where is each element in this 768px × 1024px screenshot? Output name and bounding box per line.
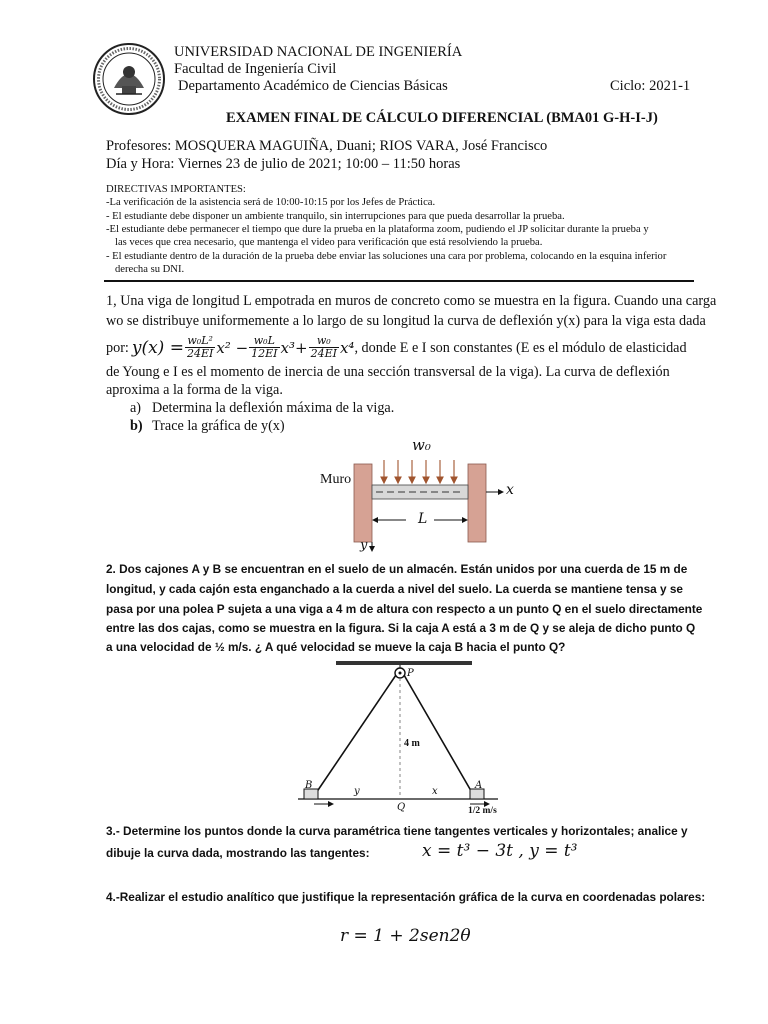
q-point-label: Q — [397, 802, 406, 813]
cycle-label: Ciclo: 2021-1 — [610, 78, 691, 94]
length-label: L — [418, 511, 428, 527]
problem2-line: 2. Dos cajones A y B se encuentran en el suelo de un almacén. Están unidos por una cuerda de 15 m de — [106, 562, 688, 576]
problem1-formula-line — [106, 335, 687, 360]
frac1-num: w₀L² — [185, 335, 215, 348]
item-a-text: Determina la deflexión máxima de la viga. — [152, 400, 395, 416]
problem4-equation: r = 1 + 2sen2θ — [340, 926, 471, 946]
load-label: w₀ — [412, 436, 431, 454]
formula-tail: , donde E e I son constantes (E es el módulo de elasticidad — [354, 339, 687, 356]
directives-title: DIRECTIVAS IMPORTANTES: — [106, 184, 246, 195]
faculty-name: Facultad de Ingeniería Civil — [174, 61, 337, 77]
height-label: 4 m — [404, 738, 420, 749]
item-b-text: Trace la gráfica de y(x) — [152, 418, 285, 434]
distance-y-label: y — [354, 786, 360, 797]
problem4-line1: 4.-Realizar el estudio analítico que justifique la representación gráfica de la curva en coordenadas polares: — [106, 890, 706, 904]
problem3-line2: dibuje la curva dada, mostrando las tangentes: — [106, 846, 370, 860]
pulley-label: P — [407, 668, 414, 679]
y-axis-label: y — [360, 538, 368, 553]
directive-line: - El estudiante debe disponer un ambiente tranquilo, sin interrupciones para que pueda desarrollar la prueba. — [106, 211, 565, 222]
problem2-line: entre las dos cajas, como se muestra en la figura. Si la caja A está a 3 m de Q y se aleja de dicho punto Q — [106, 621, 696, 635]
load-arrows — [381, 460, 457, 483]
frac3-num: w₀ — [309, 335, 339, 348]
problem1-line5: aproxima a la forma de la viga. — [106, 382, 283, 398]
problem3-line1: 3.- Determine los puntos donde la curva paramétrica tiene tangentes verticales y horizontales; analice y — [106, 824, 688, 838]
wall-label: Muro — [320, 472, 352, 487]
exam-datetime: Día y Hora: Viernes 23 de julio de 2021; 10:00 – 11:50 horas — [106, 156, 461, 172]
right-wall — [468, 464, 486, 542]
frac2-num: w₀L — [249, 335, 279, 348]
frac2-den: 12EI — [251, 347, 278, 360]
distance-x-label: x — [432, 786, 438, 797]
box-a-label: A — [475, 780, 483, 791]
term2-var: x³+ — [280, 338, 308, 357]
por-label: por: — [106, 339, 129, 356]
frac3-den: 24EI — [310, 347, 337, 360]
x-axis-label: x — [506, 482, 514, 498]
formula-lhs: y(x) = — [131, 337, 184, 358]
department-name: Departamento Académico de Ciencias Básicas — [178, 78, 448, 94]
exam-title: EXAMEN FINAL DE CÁLCULO DIFERENCIAL (BMA01 G-H-I-J) — [226, 110, 658, 126]
separator-line — [104, 280, 694, 282]
rope-right — [404, 675, 474, 796]
speed-label: 1/2 m/s — [468, 806, 497, 816]
problem1-line4: de Young e I es el momento de inercia de una sección transversal de la viga). La curva de deflexión — [106, 364, 670, 380]
directive-line: -El estudiante debe permanecer el tiempo que dure la prueba en la plataforma zoom, pudiendo el JP solicitar durante la prueba y — [106, 224, 649, 235]
problem2-line: a una velocidad de ½ m/s. ¿ A qué velocidad se mueve la caja B hacia el punto Q? — [106, 640, 566, 654]
frac1-den: 24EI — [186, 347, 214, 360]
directive-line: derecha su DNI. — [115, 264, 185, 275]
problem1-line1: 1, Una viga de longitud L empotrada en muros de concreto como se muestra en la figura. Cuando una carga — [106, 293, 717, 309]
box-b-label: B — [305, 780, 313, 791]
university-seal-logo — [92, 42, 166, 116]
professors: Profesores: MOSQUERA MAGUIÑA, Duani; RIOS VARA, José Francisco — [106, 138, 548, 154]
directive-line: las veces que crea necesario, que mantenga el video para verificación que está resolviendo la prueba. — [115, 237, 543, 248]
problem3-equation: x = t³ − 3t , y = t³ — [422, 841, 578, 861]
term3-var: x⁴ — [339, 338, 355, 357]
item-b-label: b) — [130, 418, 143, 434]
rope-left — [314, 675, 396, 796]
problem2-line: longitud, y cada cajón esta enganchado a la cuerda a nivel del suelo. La cuerda se mantiene tensa y se — [106, 582, 683, 596]
problem1-line2: wo se distribuye uniformemente a lo largo de su longitud la curva de deflexión y(x) para la viga esta dada — [106, 313, 706, 329]
term1-var: x² − — [216, 338, 249, 357]
left-wall — [354, 464, 372, 542]
directive-line: -La verificación de la asistencia será de 10:00-10:15 por los Jefes de Práctica. — [106, 197, 436, 208]
problem2-line: pasa por una polea P sujeta a una viga a 4 m de altura con respecto a un punto Q en el suelo directamente — [106, 602, 703, 616]
directive-line: - El estudiante dentro de la duración de la prueba debe enviar las soluciones una cara por problema, colocando en la esquina inferior — [106, 251, 667, 262]
item-a-label: a) — [130, 400, 142, 416]
university-name: UNIVERSIDAD NACIONAL DE INGENIERÍA — [174, 44, 463, 60]
